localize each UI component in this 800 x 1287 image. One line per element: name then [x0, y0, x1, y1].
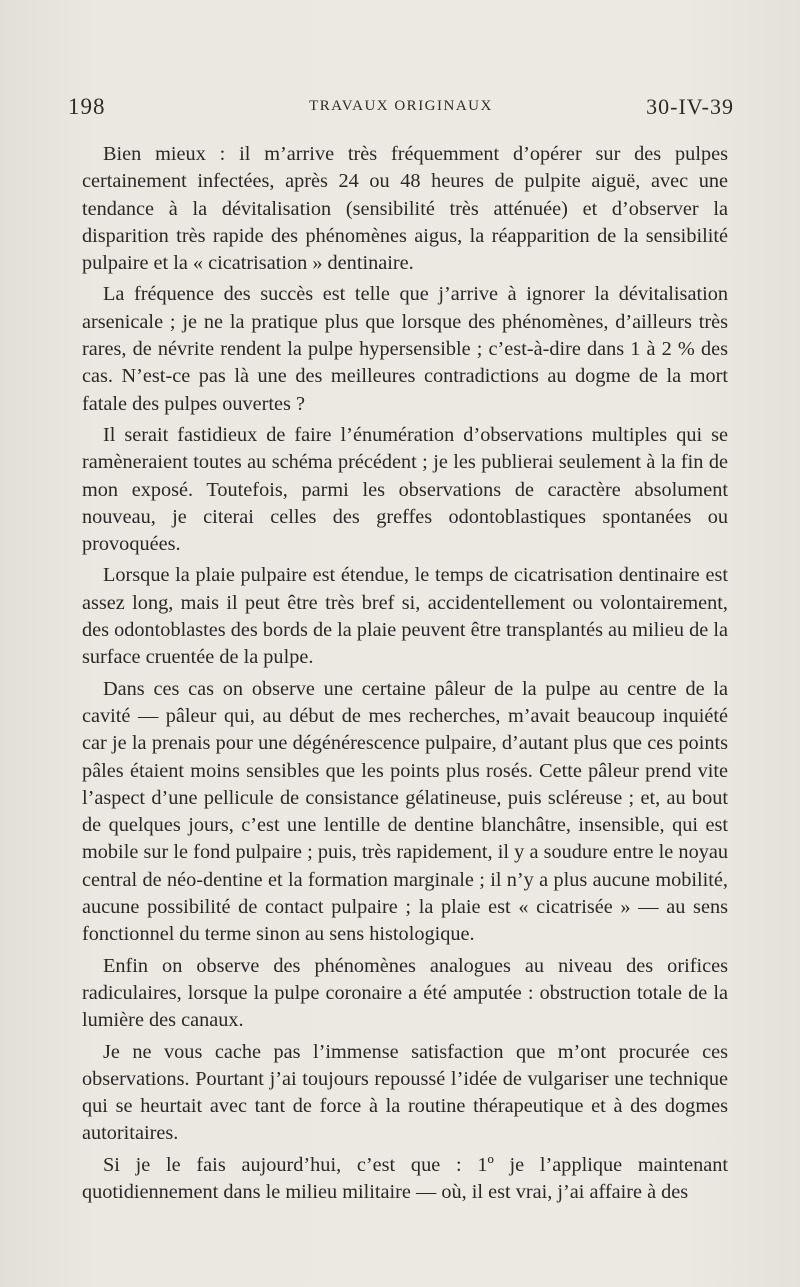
issue-date: 30-IV-39: [646, 94, 734, 119]
page-number: 198: [68, 94, 106, 119]
paragraph: Dans ces cas on observe une certaine pâleur de la pulpe au centre de la cavité — pâleur qui, au début de mes recherches, m’avait beaucoup inquiété car je la prenais pour une dégénérescence pulpaire, d’autant plus que ces points pâles étaient moins sensibles que les points plus rosés. Cette pâleur prend vite l’aspect d’une pellicule de consistance gélatineuse, puis scléreuse ; et, au bout de quelques jours, c’est une lentille de dentine blanchâtre, insensible, qui est mobile sur le fond pulpaire ; puis, très rapidement, il y a soudure entre le noyau central de néo-dentine et la formation marginale ; il n’y a plus aucune mobilité, aucune possibilité de contact pulpaire ; la plaie est « cicatrisée » — au sens fonctionnel du terme sinon au sens histologique.: [82, 677, 728, 946]
article-body: [82, 141, 728, 1210]
paragraph: Si je le fais aujourd’hui, c’est que : 1º je l’applique maintenant quotidiennement dans le milieu militaire — où, il est vrai, j’ai affaire à des: [82, 1153, 728, 1203]
paragraph: Il serait fastidieux de faire l’énumération d’observations multiples qui se ramèneraient toutes au schéma précédent ; je les publierai seulement à la fin de mon exposé. Toutefois, parmi les observations de caractère absolument nouveau, je citerai celles des greffes odontoblastiques spontanées ou provoquées.: [82, 423, 728, 556]
paragraph: Enfin on observe des phénomènes analogues au niveau des orifices radiculaires, lorsque la pulpe coronaire a été amputée : obstruction totale de la lumière des canaux.: [82, 954, 728, 1032]
paragraph: Bien mieux : il m’arrive très fréquemment d’opérer sur des pulpes certainement infectées, après 24 ou 48 heures de pulpite aiguë, avec une tendance à la dévitalisation (sensibilité très atténuée) et d’observer la disparition très rapide des phénomènes aigus, la réapparition de la sensibilité pulpaire et la « cicatrisation » dentinaire.: [82, 143, 728, 275]
running-header: [68, 94, 734, 122]
paragraph: Lorsque la plaie pulpaire est étendue, le temps de cicatrisation dentinaire est assez long, mais il peut être très bref si, accidentellement ou volontairement, des odontoblastes des bords de la plaie peuvent être transplantés au milieu de la surface cruentée de la pulpe.: [82, 564, 728, 669]
section-title: TRAVAUX ORIGINAUX: [309, 98, 493, 114]
paragraph: Je ne vous cache pas l’immense satisfaction que m’ont procurée ces observations. Pourtant j’ai toujours repoussé l’idée de vulgariser une technique qui se heurtait avec tant de force à la routine thérapeutique et à des dogmes autoritaires.: [82, 1040, 728, 1145]
paragraph: La fréquence des succès est telle que j’arrive à ignorer la dévitalisation arsenicale ; je ne la pratique plus que lorsque des phénomènes, d’ailleurs très rares, de névrite rendent la pulpe hypersensible ; c’est-à-dire dans 1 à 2 % des cas. N’est-ce pas là une des meilleures contradictions au dogme de la mort fatale des pulpes ouvertes ?: [82, 283, 728, 415]
